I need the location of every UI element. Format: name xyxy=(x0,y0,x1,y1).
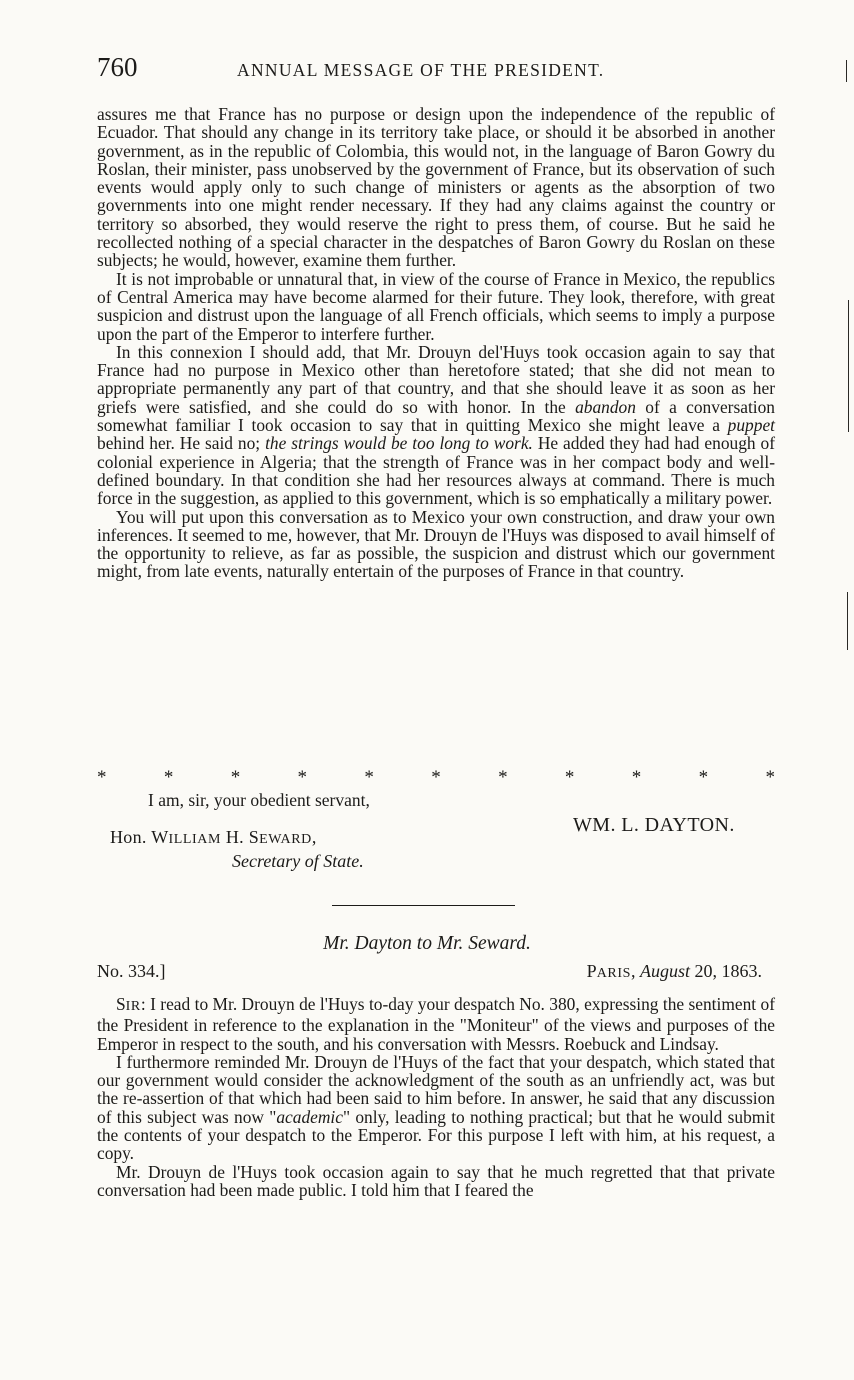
dateline-comma: , xyxy=(630,961,640,981)
addressee-smallcaps: EWARD xyxy=(259,832,312,847)
addressee-initial: S xyxy=(248,827,260,847)
letter-body-1 xyxy=(97,105,775,581)
margin-mark xyxy=(847,592,848,650)
addressee-name xyxy=(110,827,317,848)
asterisk: * xyxy=(297,767,308,788)
addressee-suffix: , xyxy=(311,827,317,847)
salutation-initial: S xyxy=(116,994,126,1014)
running-title: ANNUAL MESSAGE OF THE PRESIDENT. xyxy=(237,60,605,80)
addressee-prefix: Hon. xyxy=(110,827,152,847)
asterisk: * xyxy=(631,767,642,788)
addressee-title: Secretary of State. xyxy=(232,851,364,871)
text-run: I read to Mr. Drouyn de l'Huys to-day your despatch No. 380, expressing the sentiment of the President in reference to the explanation in the "Moniteur" of the views and purposes of the Emperor in respect to the south, and his conversation with Messrs. Roebuck and Lindsay. xyxy=(97,994,775,1054)
paragraph: It is not improbable or unnatural that, in view of the course of France in Mexico, the republics of Central America may have become alarmed for their future. They look, therefore, with great suspicion and distrust upon the language of all French officials, which seems to imply a purpose upon the part of the Emperor to interfere further. xyxy=(97,268,775,344)
paragraph: assures me that France has no purpose or design upon the independence of the republic of Ecuador. That should any change in its territory take place, or should it be absorbed in another government, as in the republic of Colombia, this would not, in the language of Baron Gowry du Roslan, their minister, pass unobserved by the government of France, but its observation of such events would apply only to such change of ministers or agents as the absorption of two governments into one might render necessary. If they had any claims against the country or territory so absorbed, they would reserve the right to press them, of course. But he said he recollected nothing of a special character in the despatches of Baron Gowry du Roslan on these subjects; he would, however, examine them further. xyxy=(97,104,775,271)
asterisk: * xyxy=(765,767,775,788)
dateline-place: ARIS xyxy=(596,966,631,981)
margin-mark xyxy=(848,300,849,432)
asterisk: * xyxy=(698,767,709,788)
despatch-number: No. 334.] xyxy=(97,961,166,981)
omission-asterisks xyxy=(97,768,775,788)
text-run: In this connexion I should add, that Mr. Drouyn del'Huys took occasion again to say that France had no purpose in Mexico other than heretofore stated; that she did not mean to appropriate permanently any part of that country, and that she should leave it as soon as her griefs were satisfied, and she could do so with honor. In the xyxy=(97,341,775,417)
asterisk: * xyxy=(163,767,174,788)
dateline-date: 20, 1863. xyxy=(690,961,762,981)
paragraph xyxy=(97,1053,775,1163)
asterisk: * xyxy=(564,767,575,788)
paragraph: You will put upon this conversation as to Mexico your own construction, and draw your own inferences. It seemed to me, however, that Mr. Drouyn de l'Huys was disposed to avail himself of the opportunity to relieve, as far as possible, the suspicion and distrust which our government might, from late events, naturally entertain of the purposes of France in that country. xyxy=(97,506,775,582)
text-run: behind her. He said no; xyxy=(97,433,266,454)
letter-heading: Mr. Dayton to Mr. Seward. xyxy=(323,933,531,954)
salutation: IR xyxy=(125,999,141,1014)
addressee-initial: W xyxy=(151,827,169,847)
asterisk: * xyxy=(498,767,508,788)
margin-mark xyxy=(846,60,847,82)
text-run: of a conversation somewhat familiar I took occasion to say that in quitting Mexico she might leave a xyxy=(97,396,775,436)
text-run: He added they had had enough of colonial experience in Algeria; that the strength of France was in her compact body and well-defined boundary. In that condition she had her resources always at command. There is much force in the suggestion, as applied to this government, which is so emphatically a military power. xyxy=(97,433,776,509)
paragraph: Mr. Drouyn de l'Huys took occasion again to say that he much regretted that that private conversation had been made public. I told him that I feared the xyxy=(97,1161,775,1200)
letter-body-2 xyxy=(97,995,775,1199)
complimentary-close: I am, sir, your obedient servant, xyxy=(148,790,370,810)
dateline xyxy=(587,961,762,982)
italic-text: the strings would be too long to work. xyxy=(265,433,533,454)
addressee-middle: H. xyxy=(221,827,249,847)
text-run: I furthermore reminded Mr. Drouyn de l'Huys of the fact that your despatch, which stated that our government would consider the acknowledgment of the south as an unfriendly act, was but the re-assertion of that which had been said to him before. In answer, he said that any discussion of this subject was now " xyxy=(97,1051,775,1127)
addressee-smallcaps: ILLIAM xyxy=(168,832,222,847)
dateline-month: August xyxy=(639,961,690,981)
asterisk: * xyxy=(230,767,241,788)
italic-text: abandon xyxy=(575,396,636,417)
page-number: 760 xyxy=(97,52,138,82)
asterisk: * xyxy=(364,767,374,788)
asterisk: * xyxy=(97,767,107,788)
section-divider xyxy=(332,905,515,906)
signature: WM. L. DAYTON. xyxy=(573,814,735,836)
text-run: " only, leading to nothing practical; but that he would submit the contents of your despatch to the Emperor. For this purpose I left with him, at his request, a copy. xyxy=(97,1106,775,1164)
asterisk: * xyxy=(431,767,441,788)
italic-text: puppet xyxy=(727,415,775,436)
salutation-colon: : xyxy=(140,994,151,1014)
italic-text: academic xyxy=(276,1106,343,1127)
dateline-initial: P xyxy=(586,961,597,981)
paragraph xyxy=(97,343,775,508)
running-head xyxy=(97,52,777,86)
paragraph xyxy=(97,995,775,1053)
